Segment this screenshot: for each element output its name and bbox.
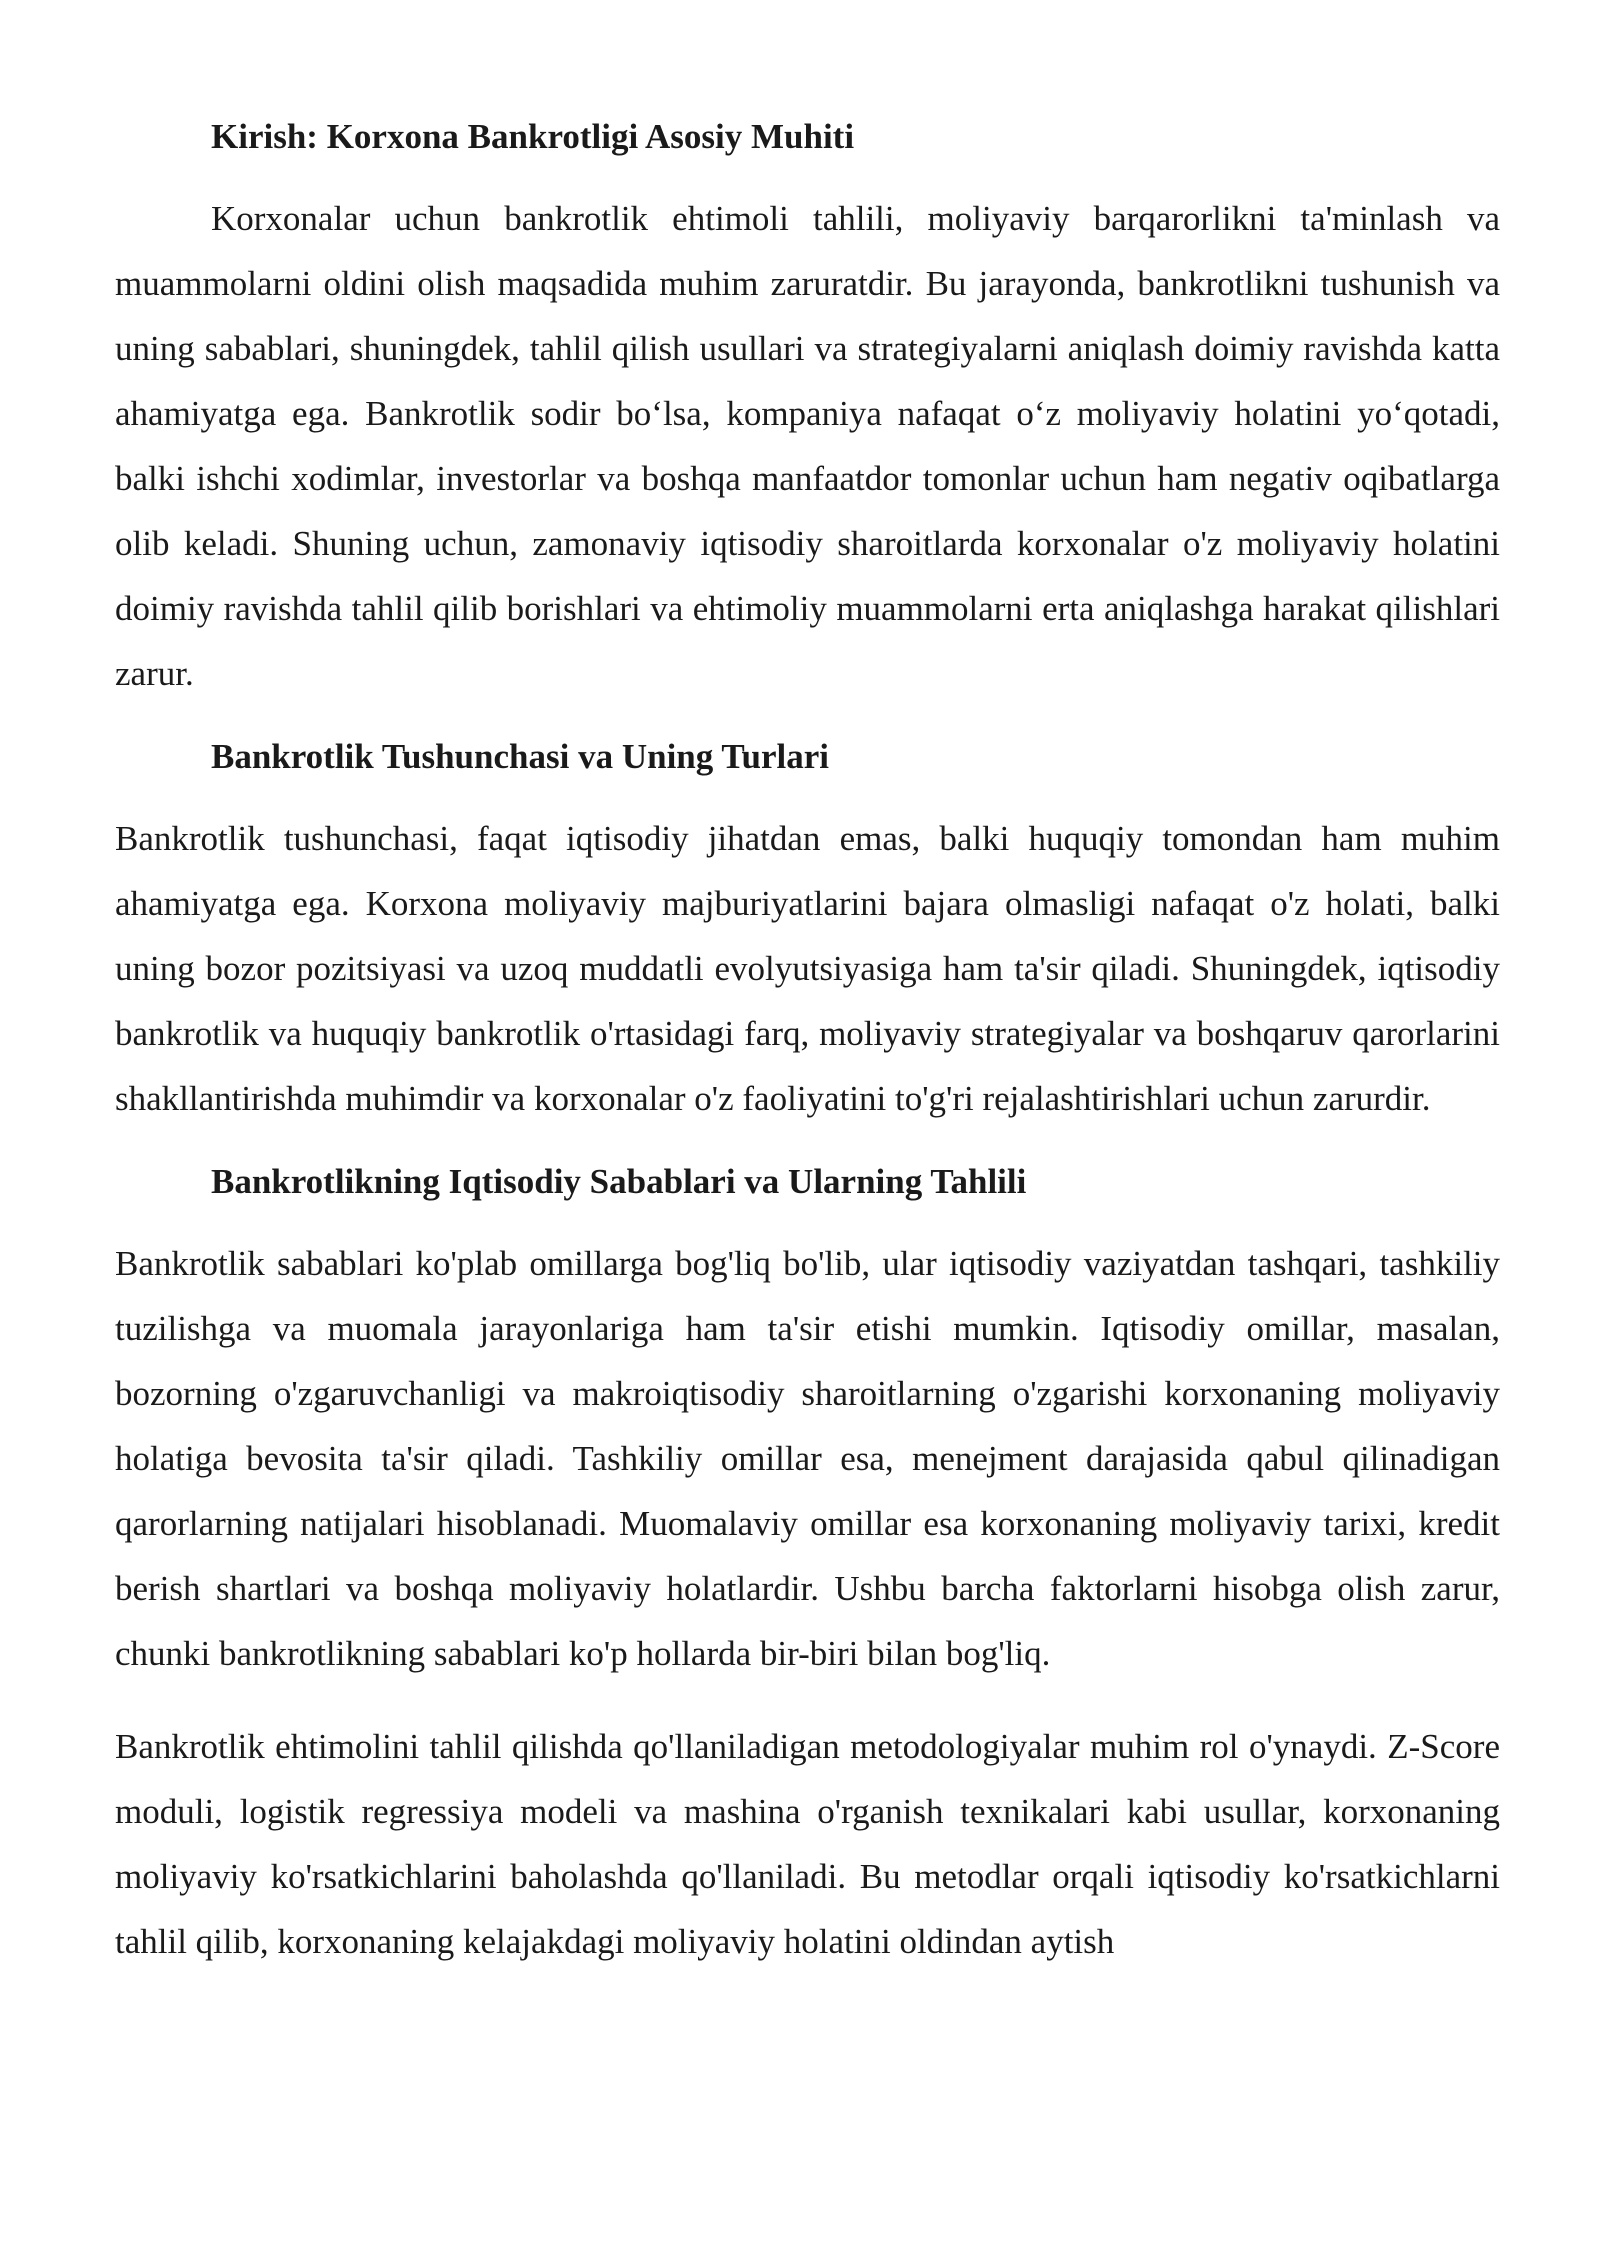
paragraph-economic-causes: Bankrotlik sabablari ko'plab omillarga bog'liq bo'lib, ular iqtisodiy vaziyatdan tashqari, tashkiliy tuzilishga va muomala jarayonlariga ham ta'sir etishi mumkin. Iqtisodiy omillar, masalan, bozorning o'zgaruvchanligi va makroiqtisodiy sharoitlarning o'zgarishi korxonaning moliyaviy holatiga bevosita ta'sir qiladi. Tashkiliy omillar esa, menejment darajasida qabul qilinadigan qarorlarning natijalari hisoblanadi. Muomalaviy omillar esa korxonaning moliyaviy tarixi, kredit berish shartlari va boshqa moliyaviy holatlardir. Ushbu barcha faktorlarni hisobga olish zarur, chunki bankrotlikning sabablari ko'p hollarda bir-biri bilan bog'liq. <box>115 1244 1500 1673</box>
paragraph-introduction: Korxonalar uchun bankrotlik ehtimoli tahlili, moliyaviy barqarorlikni ta'minlash va muammolarni oldini olish maqsadida muhim zaruratdir. Bu jarayonda, bankrotlikni tushunish va uning sabablari, shuningdek, tahlil qilish usullari va strategiyalarni aniqlash doimiy ravishda katta ahamiyatga ega. Bankrotlik sodir bo‘lsa, kompaniya nafaqat o‘z moliyaviy holatini yo‘qotadi, balki ishchi xodimlar, investorlar va boshqa manfaatdor tomonlar uchun ham negativ oqibatlarga olib keladi. Shuning uchun, zamonaviy iqtisodiy sharoitlarda korxonalar o'z moliyaviy holatini doimiy ravishda tahlil qilib borishlari va ehtimoliy muammolarni erta aniqlashga harakat qilishlari zarur. <box>115 199 1500 693</box>
section-heading-concept: Bankrotlik Tushunchasi va Uning Turlari <box>211 737 829 776</box>
paragraph-concept: Bankrotlik tushunchasi, faqat iqtisodiy jihatdan emas, balki huquqiy tomondan ham muhim ahamiyatga ega. Korxona moliyaviy majburiyatlarini bajara olmasligi nafaqat o'z holati, balki uning bozor pozitsiyasi va uzoq muddatli evolyutsiyasiga ham ta'sir qiladi. Shuningdek, iqtisodiy bankrotlik va huquqiy bankrotlik o'rtasidagi farq, moliyaviy strategiyalar va boshqaruv qarorlarini shakllantirishda muhimdir va korxonalar o'z faoliyatini to'g'ri rejalashtirishlari uchun zarurdir. <box>115 819 1500 1118</box>
section-heading-economic-causes: Bankrotlikning Iqtisodiy Sabablari va Ularning Tahlili <box>211 1162 1027 1201</box>
paragraph-methodologies: Bankrotlik ehtimolini tahlil qilishda qo'llaniladigan metodologiyalar muhim rol o'ynaydi. Z-Score moduli, logistik regressiya modeli va mashina o'rganish texnikalari kabi usullar, korxonaning moliyaviy ko'rsatkichlarini baholashda qo'llaniladi. Bu metodlar orqali iqtisodiy ko'rsatkichlarni tahlil qilib, korxonaning kelajakdagi moliyaviy holatini oldindan aytish <box>115 1727 1500 1961</box>
section-heading-introduction: Kirish: Korxona Bankrotligi Asosiy Muhiti <box>211 117 855 156</box>
document-body <box>115 110 1500 1974</box>
